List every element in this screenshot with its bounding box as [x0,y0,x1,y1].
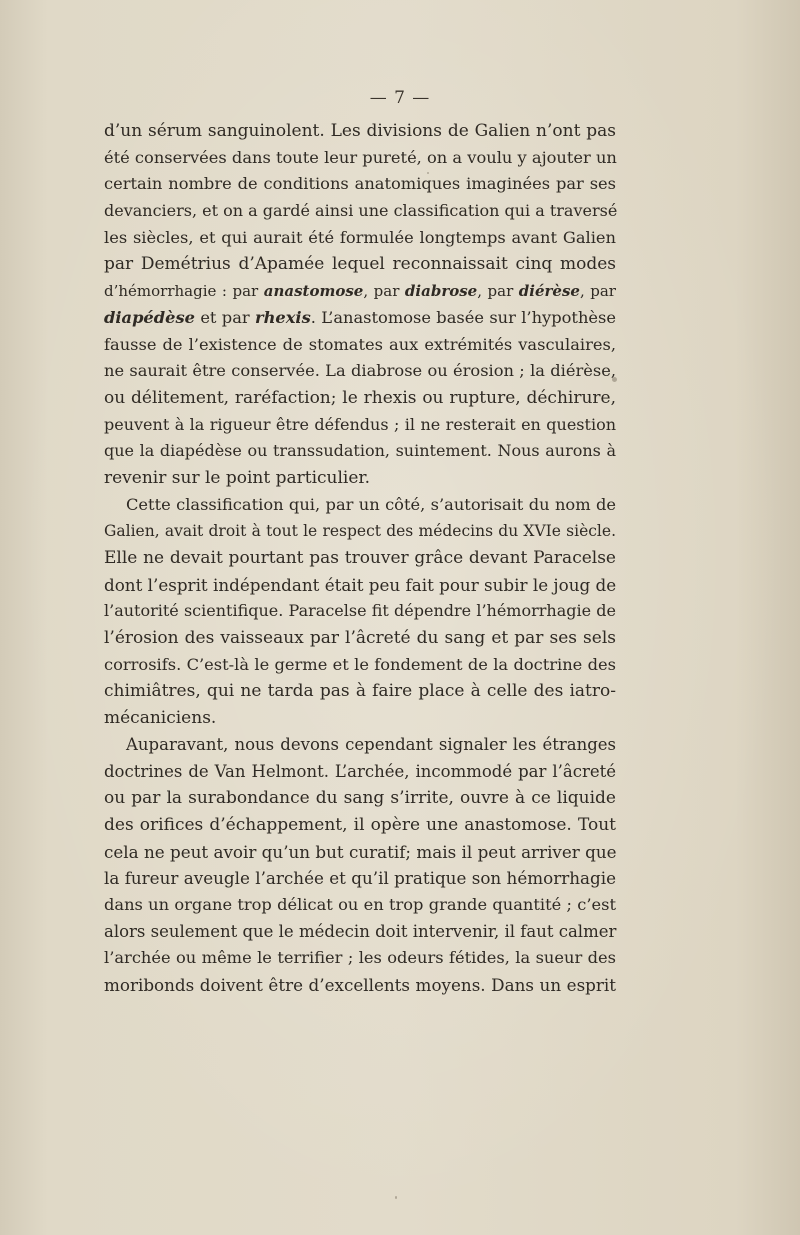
text-line [104,358,616,385]
text-segment: , par [579,282,616,301]
text-segment: . L’anastomose basée sur l’hypothèse [310,307,616,327]
text-segment: d’hémorrhagie : par [104,282,264,301]
text-segment: que la diapédèse ou transsudation, suintement. Nous aurons à [104,441,616,461]
text-segment: fausse de l’existence de stomates aux extrémités vasculaires, [104,334,616,354]
italic-term: rhexis [255,307,311,327]
text-line [104,945,616,972]
text-segment: dont l’esprit indépendant était peu fait pour subir le joug de [104,574,617,595]
paper-speck [395,1196,397,1199]
text-line [104,225,616,252]
text-segment: certain nombre de conditions anatomiques imaginées par ses [104,174,616,194]
text-line [104,652,616,679]
text-line [104,171,616,198]
text-segment: ou par la surabondance du sang s’irrite, ouvre à ce liquide [104,788,616,809]
text-segment: l’érosion des vaisseaux par l’âcreté du sang et par ses sels [104,628,616,649]
text-segment: d’un sérum sanguinolent. Les divisions de Galien n’ont pas [104,121,616,141]
text-segment: moribonds doivent être d’excellents moyens. Dans un esprit [104,975,616,995]
text-line [104,198,616,225]
text-segment: par Demétrius d’Apamée lequel reconnaissait cinq modes [104,254,616,275]
text-line [104,865,616,892]
text-line [104,438,616,465]
text-line [104,732,616,759]
text-segment: ou délitement, raréfaction; le rhexis ou rupture, déchirure, [104,387,616,408]
text-segment: revenir sur le point particulier. [104,467,371,488]
text-segment: cela ne peut avoir qu’un but curatif; mais il peut arriver que [104,841,617,862]
text-line [104,678,616,705]
text-segment: dans un organe trop délicat ou en trop grande quantité ; c’est [104,894,616,914]
text-segment: mécaniciens. [104,708,217,729]
italic-term: anastomose [263,282,364,301]
text-line [104,305,616,332]
text-segment: Cette classification qui, par un côté, s’autorisait du nom de [126,494,616,514]
text-line [104,785,616,812]
text-segment: Auparavant, nous devons cependant signaler les étranges [126,734,616,754]
text-line [104,759,616,786]
text-line [104,812,616,839]
text-line [104,919,616,946]
paper-speck [612,377,617,382]
text-segment: été conservées dans toute leur pureté, on a voulu y ajouter un [104,147,617,167]
text-line [104,251,616,278]
text-segment: ne saurait être conservée. La diabrose ou érosion ; la diérèse, [104,361,616,381]
paper-speck [427,172,429,174]
text-line [104,705,616,732]
text-segment: l’autorité scientifique. Paracelse fit dépendre l’hémorrhagie de [104,601,616,621]
text-segment: l’archée ou même le terrifier ; les odeurs fétides, la sueur des [104,948,616,968]
text-line [104,625,616,652]
text-line [104,545,616,572]
text-line [104,332,616,359]
text-segment: Elle ne devait pourtant pas trouver grâce devant Paracelse [104,548,616,568]
text-segment: corrosifs. C’est-là le germe et le fondement de la doctrine des [104,654,616,674]
text-segment: Galien, avait droit à tout le respect des médecins du XVIe siècle. [104,522,616,541]
text-segment: , par [477,282,519,301]
text-line [104,892,616,919]
italic-term: diabrose [404,282,478,301]
text-segment: des orifices d’échappement, il opère une anastomose. Tout [104,814,616,835]
text-line [104,465,616,492]
text-segment: la fureur aveugle l’archée et qu’il pratique son hémorrhagie [104,868,616,889]
text-line [104,145,616,172]
text-segment: peuvent à la rigueur être défendus ; il ne resterait en question [104,414,616,434]
text-line [104,518,616,545]
text-segment: , par [363,282,405,301]
italic-term: diérèse [518,282,580,301]
text-line [104,278,616,305]
text-segment: chimiâtres, qui ne tarda pas à faire place à celle des iatro- [104,681,616,702]
text-segment: doctrines de Van Helmont. L’archée, incommodé par l’âcreté [104,761,616,781]
text-line [104,598,616,625]
body-text [104,118,616,999]
text-line [104,412,616,439]
text-segment: devanciers, et on a gardé ainsi une classification qui a traversé [104,201,618,221]
text-line [104,839,616,866]
text-segment: les siècles, et qui aurait été formulée longtemps avant Galien [104,227,616,247]
text-line [104,492,616,519]
text-line [104,572,616,599]
text-segment: et par [194,307,256,327]
text-line [104,118,616,145]
page-number: — 7 — [369,88,431,108]
text-line [104,972,616,999]
italic-term: diapédèse [104,307,195,327]
text-segment: alors seulement que le médecin doit intervenir, il faut calmer [104,921,617,941]
text-line [104,385,616,412]
